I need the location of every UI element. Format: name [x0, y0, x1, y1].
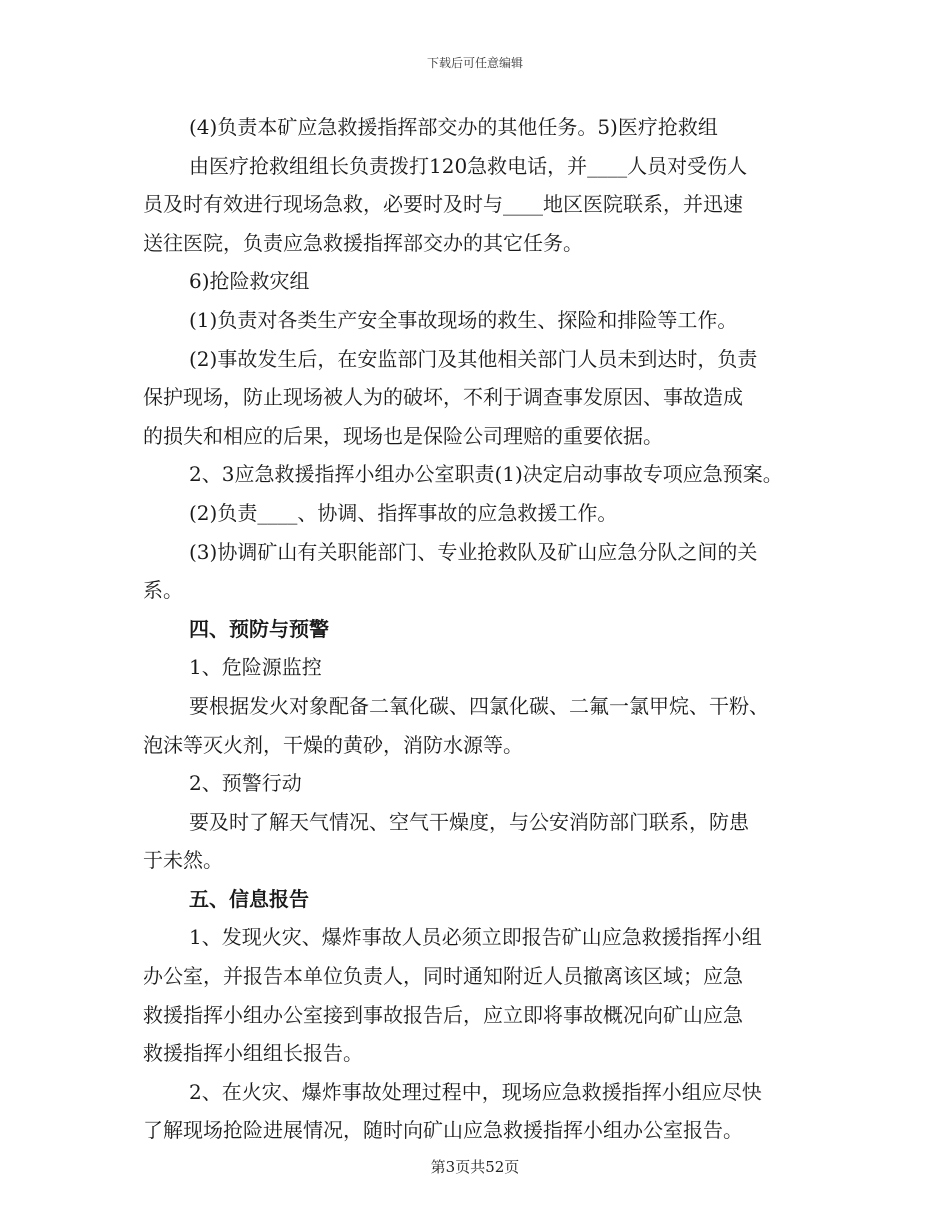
body-line: 保护现场，防止现场被人为的破坏，不利于调查事发原因、事故造成	[143, 385, 743, 410]
body-line: (1)负责对各类生产安全事故现场的救生、探险和排险等工作。	[189, 307, 738, 332]
body-line: 系。	[143, 578, 183, 603]
body-line: 泡沫等灭火剂，干燥的黄砂，消防水源等。	[143, 732, 523, 757]
body-line: 办公室，并报告本单位负责人，同时通知附近人员撤离该区域；应急	[143, 964, 743, 989]
body-line: 员及时有效进行现场急救，必要时及时与____地区医院联系，并迅速	[143, 192, 743, 217]
body-line: 要根据发火对象配备二氧化碳、四氯化碳、二氟一氯甲烷、干粉、	[189, 693, 769, 718]
document-body	[143, 108, 823, 1150]
body-line: 要及时了解天气情况、空气干燥度，与公安消防部门联系，防患	[189, 809, 749, 834]
body-line: (4)负责本矿应急救援指挥部交办的其他任务。5)医疗抢救组	[189, 115, 718, 139]
section-heading: 四、预防与预警	[189, 616, 329, 641]
page-header: 下载后可任意编辑	[426, 56, 523, 70]
page-number: 第3页共52页	[430, 1158, 520, 1176]
body-line: (3)协调矿山有关职能部门、专业抢救队及矿山应急分队之间的关	[189, 539, 758, 564]
body-line: 的损失和相应的后果，现场也是保险公司理赔的重要依据。	[143, 423, 663, 448]
body-line: 送往医院，负责应急救援指挥部交办的其它任务。	[143, 230, 583, 255]
section-heading: 五、信息报告	[189, 886, 309, 911]
body-line: 救援指挥小组组长报告。	[143, 1041, 363, 1066]
section-subheading: 6)抢险救灾组	[189, 269, 310, 294]
body-line: 了解现场抢险进展情况，随时向矿山应急救援指挥小组办公室报告。	[143, 1118, 743, 1143]
body-line: (2)事故发生后，在安监部门及其他相关部门人员未到达时，负责	[189, 346, 758, 371]
body-line: 2、在火灾、爆炸事故处理过程中，现场应急救援指挥小组应尽快	[189, 1079, 762, 1104]
body-line: 2、3应急救援指挥小组办公室职责(1)决定启动事故专项应急预案。	[189, 462, 783, 487]
body-line: 由医疗抢救组组长负责拨打120急救电话，并____人员对受伤人	[189, 153, 748, 178]
section-subheading: 1、危险源监控	[189, 655, 322, 680]
body-line: 于未然。	[143, 848, 223, 873]
body-line: 救援指挥小组办公室接到事故报告后，应立即将事故概况向矿山应急	[143, 1002, 743, 1027]
section-subheading: 2、预警行动	[189, 771, 302, 796]
body-line: 1、发现火灾、爆炸事故人员必须立即报告矿山应急救援指挥小组	[189, 925, 762, 950]
body-line: (2)负责____、协调、指挥事故的应急救援工作。	[189, 500, 618, 525]
